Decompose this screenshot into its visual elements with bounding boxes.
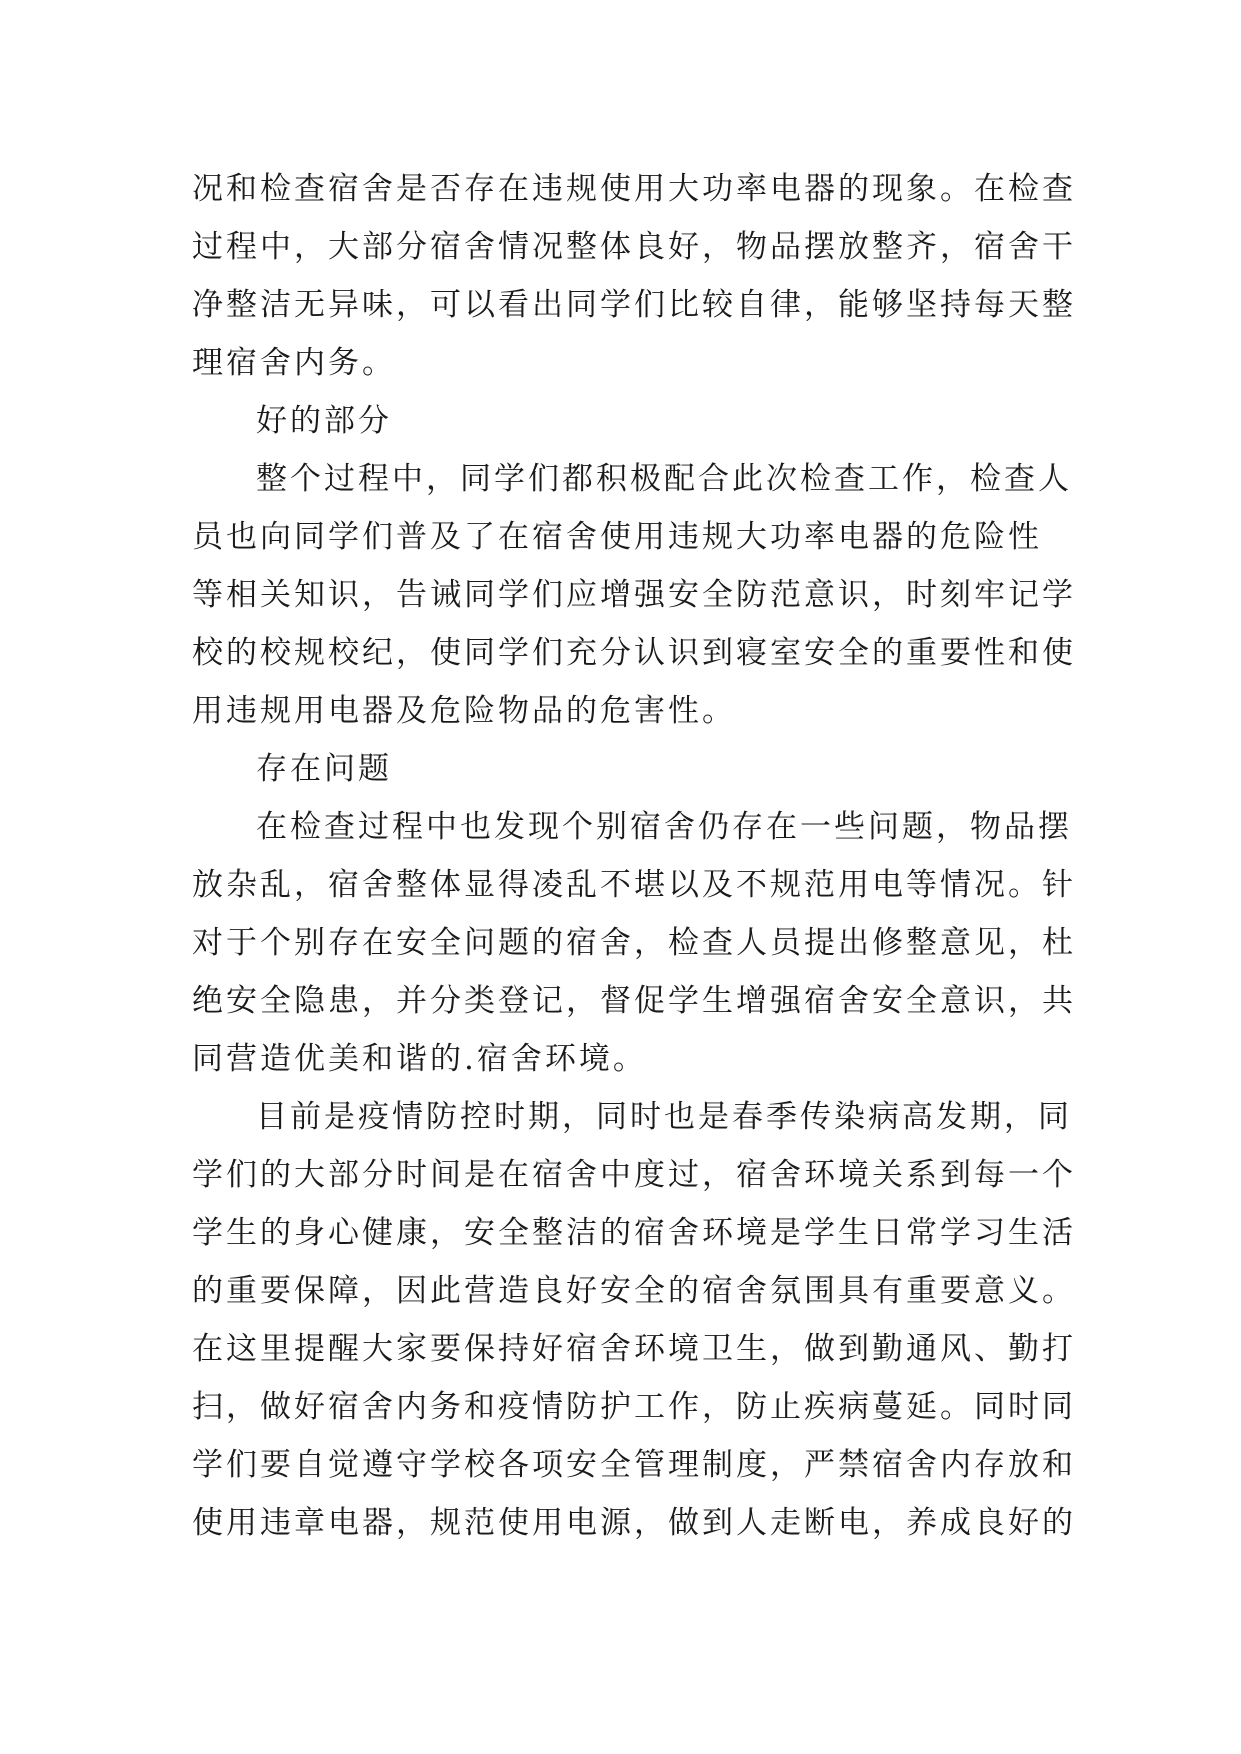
body-line: 况和检查宿舍是否存在违规使用大功率电器的现象。在检查 [192, 171, 1076, 207]
body-line: 净整洁无异味，可以看出同学们比较自律，能够坚持每天整 [192, 287, 1076, 323]
body-line: 放杂乱，宿舍整体显得凌乱不堪以及不规范用电等情况。针 [192, 867, 1076, 903]
body-line: 等相关知识，告诫同学们应增强安全防范意识，时刻牢记学 [192, 577, 1076, 613]
body-line: 扫，做好宿舍内务和疫情防护工作，防止疾病蔓延。同时同 [192, 1389, 1076, 1425]
body-line: 目前是疫情防控时期，同时也是春季传染病高发期，同 [256, 1099, 1072, 1135]
body-line: 用违规用电器及危险物品的危害性。 [192, 693, 736, 729]
body-line: 的重要保障，因此营造良好安全的宿舍氛围具有重要意义。 [192, 1273, 1076, 1309]
body-line: 学们的大部分时间是在宿舍中度过，宿舍环境关系到每一个 [192, 1157, 1076, 1193]
body-line: 理宿舍内务。 [192, 345, 396, 381]
document-body [192, 160, 1076, 1552]
body-line: 员也向同学们普及了在宿舍使用违规大功率电器的危险性 [192, 519, 1042, 555]
body-line: 校的校规校纪，使同学们充分认识到寝室安全的重要性和使 [192, 635, 1076, 671]
body-line: 学生的身心健康，安全整洁的宿舍环境是学生日常学习生活 [192, 1215, 1076, 1251]
section-heading-problems: 存在问题 [256, 751, 392, 787]
body-line: 同营造优美和谐的.宿舍环境。 [192, 1041, 647, 1077]
body-line: 整个过程中，同学们都积极配合此次检查工作，检查人 [256, 461, 1072, 497]
body-line: 在这里提醒大家要保持好宿舍环境卫生，做到勤通风、勤打 [192, 1331, 1076, 1367]
section-heading-good-part: 好的部分 [256, 403, 392, 439]
body-line: 对于个别存在安全问题的宿舍，检查人员提出修整意见，杜 [192, 925, 1076, 961]
body-line: 使用违章电器，规范使用电源，做到人走断电，养成良好的 [192, 1505, 1076, 1541]
body-line: 在检查过程中也发现个别宿舍仍存在一些问题，物品摆 [256, 809, 1072, 845]
body-line: 绝安全隐患，并分类登记，督促学生增强宿舍安全意识，共 [192, 983, 1076, 1019]
body-line: 过程中，大部分宿舍情况整体良好，物品摆放整齐，宿舍干 [192, 229, 1076, 265]
body-line: 学们要自觉遵守学校各项安全管理制度，严禁宿舍内存放和 [192, 1447, 1076, 1483]
